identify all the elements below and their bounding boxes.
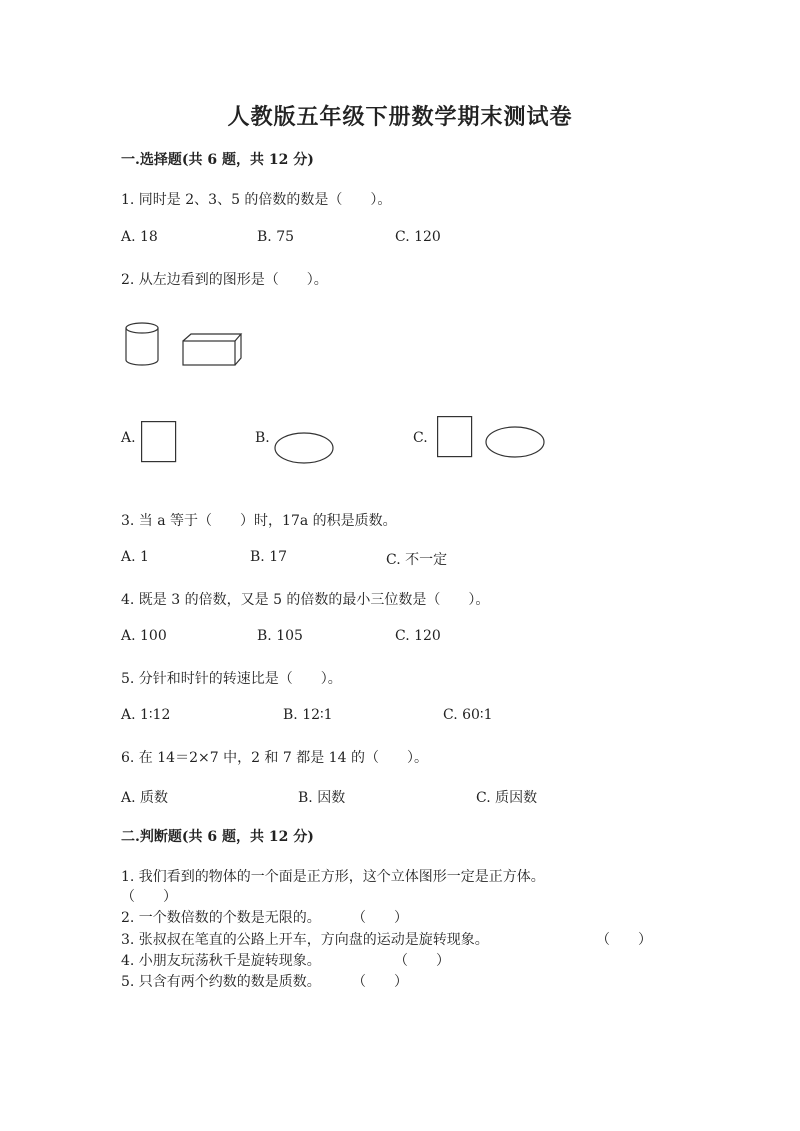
judge-item-5: 5. 只含有两个约数的数是质数。 <box>121 974 321 990</box>
question-3: 3. 当 a 等于（ ）时，17a 的积是质数。 <box>121 513 397 529</box>
option-3c[interactable]: C. 不一定 <box>386 552 448 568</box>
judge-item-3: 3. 张叔叔在笔直的公路上开车，方向盘的运动是旋转现象。 <box>121 932 489 948</box>
option-4a[interactable]: A. 100 <box>121 628 167 644</box>
square-shape-a <box>141 421 177 463</box>
question-1: 1. 同时是 2、3、5 的倍数的数是（ ）。 <box>121 192 392 208</box>
option-6b[interactable]: B. 因数 <box>298 790 346 806</box>
question-2-figure <box>120 320 250 370</box>
question-6: 6. 在 14＝2×7 中，2 和 7 都是 14 的（ ）。 <box>121 750 428 766</box>
judge-item-4-blank[interactable]: （ ） <box>394 953 450 969</box>
section-heading-choice: 一.选择题(共 6 题，共 12 分) <box>121 152 314 168</box>
option-2a[interactable]: A. <box>121 430 136 446</box>
option-2b[interactable]: B. <box>255 430 270 446</box>
question-4: 4. 既是 3 的倍数，又是 5 的倍数的最小三位数是（ ）。 <box>121 592 490 608</box>
cylinder-shape <box>126 323 158 365</box>
judge-item-1-blank[interactable]: （ ） <box>121 889 177 905</box>
option-1c[interactable]: C. 120 <box>395 229 441 245</box>
judge-item-2-blank[interactable]: （ ） <box>352 910 408 926</box>
option-5c[interactable]: C. 60∶1 <box>443 707 493 723</box>
judge-item-5-blank[interactable]: （ ） <box>352 974 408 990</box>
option-1a[interactable]: A. 18 <box>121 229 158 245</box>
question-2: 2. 从左边看到的图形是（ ）。 <box>121 272 328 288</box>
option-6c[interactable]: C. 质因数 <box>476 790 538 806</box>
option-6a[interactable]: A. 质数 <box>121 790 169 806</box>
page-title: 人教版五年级下册数学期末测试卷 <box>227 104 573 130</box>
judge-item-3-blank[interactable]: （ ） <box>596 932 652 948</box>
ellipse-shape-b <box>273 432 335 466</box>
judge-item-4: 4. 小朋友玩荡秋千是旋转现象。 <box>121 953 321 969</box>
option-1b[interactable]: B. 75 <box>257 229 295 245</box>
option-3b[interactable]: B. 17 <box>250 549 288 565</box>
option-3a[interactable]: A. 1 <box>121 549 149 565</box>
square-shape-c <box>437 416 473 458</box>
judge-item-2: 2. 一个数倍数的个数是无限的。 <box>121 910 321 926</box>
option-2c[interactable]: C. <box>413 430 428 446</box>
ellipse-shape-c <box>484 426 546 460</box>
cuboid-shape <box>183 334 241 365</box>
judge-item-1: 1. 我们看到的物体的一个面是正方形，这个立体图形一定是正方体。 <box>121 869 545 885</box>
question-5: 5. 分针和时针的转速比是（ ）。 <box>121 671 342 687</box>
section-heading-judge: 二.判断题(共 6 题，共 12 分) <box>121 829 314 845</box>
option-5a[interactable]: A. 1∶12 <box>121 707 171 723</box>
option-4b[interactable]: B. 105 <box>257 628 303 644</box>
option-5b[interactable]: B. 12∶1 <box>283 707 333 723</box>
option-4c[interactable]: C. 120 <box>395 628 441 644</box>
